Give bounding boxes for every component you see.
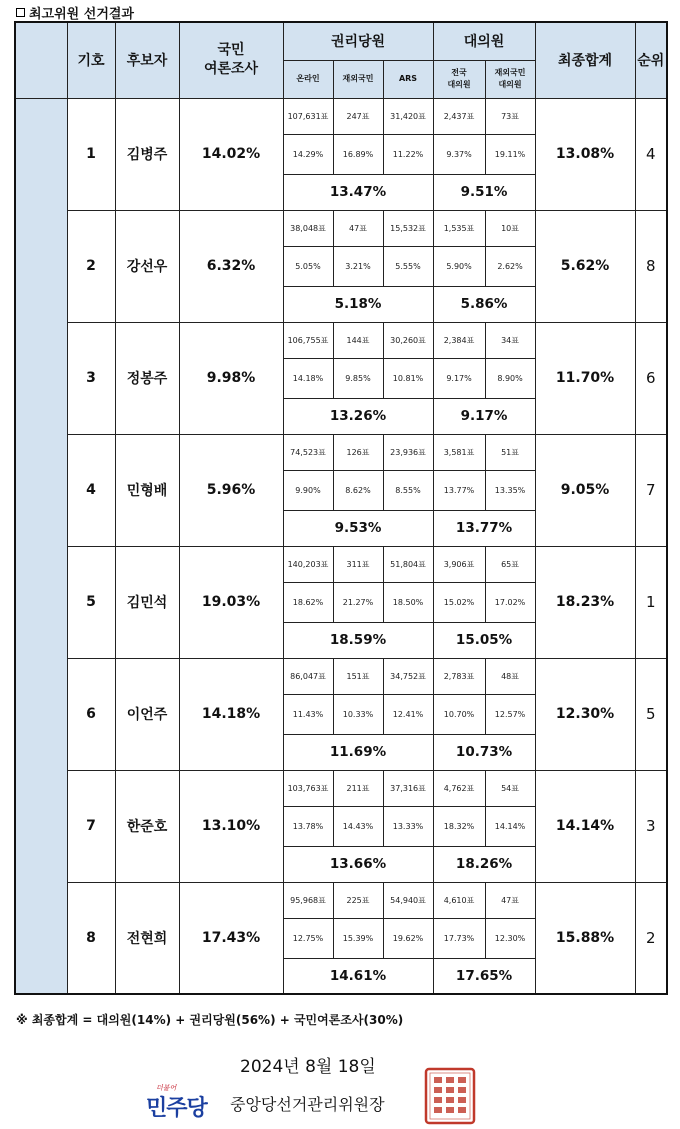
final-total: 12.30% [535,658,635,770]
members-subtotal: 9.53% [283,510,433,546]
rank-value: 5 [635,658,667,770]
candidate-name: 정봉주 [115,322,179,434]
ars-votes: 54,940표 [383,882,433,918]
rank-value: 2 [635,882,667,994]
national-delegate-percent: 13.77% [433,470,485,510]
overseas-votes: 311표 [333,546,383,582]
national-delegate-votes: 2,783표 [433,658,485,694]
poll-percent: 9.98% [179,322,283,434]
rank-value: 1 [635,546,667,658]
online-percent: 5.05% [283,246,333,286]
members-subtotal: 13.47% [283,174,433,210]
poll-percent: 17.43% [179,882,283,994]
online-votes: 103,763표 [283,770,333,806]
header-online: 온라인 [283,60,333,98]
poll-percent: 19.03% [179,546,283,658]
overseas-votes: 247표 [333,98,383,134]
online-percent: 14.18% [283,358,333,398]
overseas-delegate-votes: 65표 [485,546,535,582]
online-percent: 14.29% [283,134,333,174]
document-title [16,3,134,22]
ars-percent: 13.33% [383,806,433,846]
overseas-delegate-votes: 51표 [485,434,535,470]
overseas-delegate-votes: 48표 [485,658,535,694]
candidate-number: 6 [67,658,115,770]
delegates-subtotal: 17.65% [433,958,535,994]
candidate-name: 이언주 [115,658,179,770]
national-delegate-votes: 4,762표 [433,770,485,806]
ars-percent: 18.50% [383,582,433,622]
ars-votes: 37,316표 [383,770,433,806]
overseas-delegate-percent: 2.62% [485,246,535,286]
rank-value: 6 [635,322,667,434]
poll-percent: 14.18% [179,658,283,770]
members-subtotal: 11.69% [283,734,433,770]
members-subtotal: 13.66% [283,846,433,882]
overseas-percent: 21.27% [333,582,383,622]
rank-value: 8 [635,210,667,322]
ars-votes: 34,752표 [383,658,433,694]
ars-percent: 8.55% [383,470,433,510]
table-row [15,322,667,358]
poll-percent: 6.32% [179,210,283,322]
header-members-group: 권리당원 [283,22,433,60]
final-total: 14.14% [535,770,635,882]
online-percent: 18.62% [283,582,333,622]
overseas-delegate-votes: 10표 [485,210,535,246]
overseas-delegate-percent: 14.14% [485,806,535,846]
overseas-percent: 14.43% [333,806,383,846]
delegates-subtotal: 9.51% [433,174,535,210]
overseas-percent: 16.89% [333,134,383,174]
overseas-delegate-percent: 17.02% [485,582,535,622]
online-votes: 74,523표 [283,434,333,470]
header-ars: ARS [383,60,433,98]
table-row [15,658,667,694]
official-seal-icon [424,1067,476,1125]
overseas-votes: 211표 [333,770,383,806]
candidate-number: 7 [67,770,115,882]
overseas-delegate-votes: 34표 [485,322,535,358]
national-delegate-percent: 18.32% [433,806,485,846]
final-total: 11.70% [535,322,635,434]
candidate-name: 전현희 [115,882,179,994]
delegates-subtotal: 18.26% [433,846,535,882]
header-number: 기호 [67,22,115,98]
overseas-delegate-votes: 73표 [485,98,535,134]
final-total: 9.05% [535,434,635,546]
national-delegate-votes: 3,581표 [433,434,485,470]
overseas-delegate-percent: 12.57% [485,694,535,734]
online-percent: 9.90% [283,470,333,510]
overseas-percent: 15.39% [333,918,383,958]
national-delegate-votes: 2,437표 [433,98,485,134]
table-row [15,434,667,470]
members-subtotal: 5.18% [283,286,433,322]
poll-percent: 13.10% [179,770,283,882]
candidate-number: 8 [67,882,115,994]
national-delegate-percent: 9.17% [433,358,485,398]
header-total: 최종합계 [535,22,635,98]
header-poll: 국민 여론조사 [179,22,283,98]
table-body [15,98,667,994]
header-rank: 순위 [635,22,667,98]
ars-votes: 51,804표 [383,546,433,582]
ars-percent: 10.81% [383,358,433,398]
candidate-number: 4 [67,434,115,546]
members-subtotal: 18.59% [283,622,433,658]
delegates-subtotal: 15.05% [433,622,535,658]
poll-percent: 5.96% [179,434,283,546]
national-delegate-percent: 15.02% [433,582,485,622]
candidate-name: 김병주 [115,98,179,210]
candidate-name: 민형배 [115,434,179,546]
online-percent: 11.43% [283,694,333,734]
overseas-delegate-percent: 8.90% [485,358,535,398]
overseas-votes: 126표 [333,434,383,470]
online-votes: 107,631표 [283,98,333,134]
candidate-name: 강선우 [115,210,179,322]
candidate-name: 김민석 [115,546,179,658]
national-delegate-votes: 2,384표 [433,322,485,358]
overseas-votes: 151표 [333,658,383,694]
final-total: 18.23% [535,546,635,658]
members-subtotal: 14.61% [283,958,433,994]
members-subtotal: 13.26% [283,398,433,434]
national-delegate-percent: 9.37% [433,134,485,174]
header-national-delegates: 전국 대의원 [433,60,485,98]
final-total: 5.62% [535,210,635,322]
delegates-subtotal: 13.77% [433,510,535,546]
overseas-percent: 3.21% [333,246,383,286]
header-overseas-delegates: 재외국민 대의원 [485,60,535,98]
overseas-percent: 9.85% [333,358,383,398]
final-total: 13.08% [535,98,635,210]
online-percent: 12.75% [283,918,333,958]
results-table [14,21,668,995]
ars-votes: 23,936표 [383,434,433,470]
national-delegate-percent: 5.90% [433,246,485,286]
table-row [15,98,667,134]
row-group-blank [15,98,67,994]
candidate-number: 3 [67,322,115,434]
table-row [15,770,667,806]
candidate-number: 2 [67,210,115,322]
overseas-percent: 10.33% [333,694,383,734]
overseas-votes: 225표 [333,882,383,918]
checkbox-square-icon [16,8,25,17]
party-logo [146,1083,216,1119]
header-blank [15,22,67,98]
overseas-delegate-percent: 13.35% [485,470,535,510]
ars-votes: 15,532표 [383,210,433,246]
national-delegate-percent: 17.73% [433,918,485,958]
logo-name: 민주당 [146,1096,207,1121]
overseas-delegate-votes: 47표 [485,882,535,918]
table-row [15,210,667,246]
online-votes: 38,048표 [283,210,333,246]
national-delegate-votes: 3,906표 [433,546,485,582]
overseas-delegate-votes: 54표 [485,770,535,806]
table-row [15,882,667,918]
rank-value: 4 [635,98,667,210]
header-candidate: 후보자 [115,22,179,98]
delegates-subtotal: 10.73% [433,734,535,770]
final-total: 15.88% [535,882,635,994]
issuer-title: 중앙당선거관리위원장 [230,1095,385,1114]
header-overseas: 재외국민 [333,60,383,98]
ars-percent: 19.62% [383,918,433,958]
overseas-delegate-percent: 19.11% [485,134,535,174]
overseas-votes: 47표 [333,210,383,246]
ars-percent: 11.22% [383,134,433,174]
rank-value: 7 [635,434,667,546]
ars-votes: 30,260표 [383,322,433,358]
table-row [15,546,667,582]
overseas-delegate-percent: 12.30% [485,918,535,958]
online-percent: 13.78% [283,806,333,846]
header-delegates-group: 대의원 [433,22,535,60]
ars-percent: 12.41% [383,694,433,734]
candidate-number: 1 [67,98,115,210]
online-votes: 95,968표 [283,882,333,918]
delegates-subtotal: 9.17% [433,398,535,434]
national-delegate-percent: 10.70% [433,694,485,734]
candidate-name: 한준호 [115,770,179,882]
ars-percent: 5.55% [383,246,433,286]
overseas-votes: 144표 [333,322,383,358]
logo-slogan: 더불어 [156,1084,177,1092]
announcement-date: 2024년 8월 18일 [240,1057,376,1077]
rank-value: 3 [635,770,667,882]
candidate-number: 5 [67,546,115,658]
national-delegate-votes: 1,535표 [433,210,485,246]
online-votes: 140,203표 [283,546,333,582]
document-title-text: 최고위원 선거결과 [29,7,134,22]
poll-percent: 14.02% [179,98,283,210]
online-votes: 86,047표 [283,658,333,694]
delegates-subtotal: 5.86% [433,286,535,322]
overseas-percent: 8.62% [333,470,383,510]
ars-votes: 31,420표 [383,98,433,134]
online-votes: 106,755표 [283,322,333,358]
footnote: ※ 최종합계 = 대의원(14%) + 권리당원(56%) + 국민여론조사(30%) [16,1013,404,1027]
national-delegate-votes: 4,610표 [433,882,485,918]
table-header [15,22,667,98]
